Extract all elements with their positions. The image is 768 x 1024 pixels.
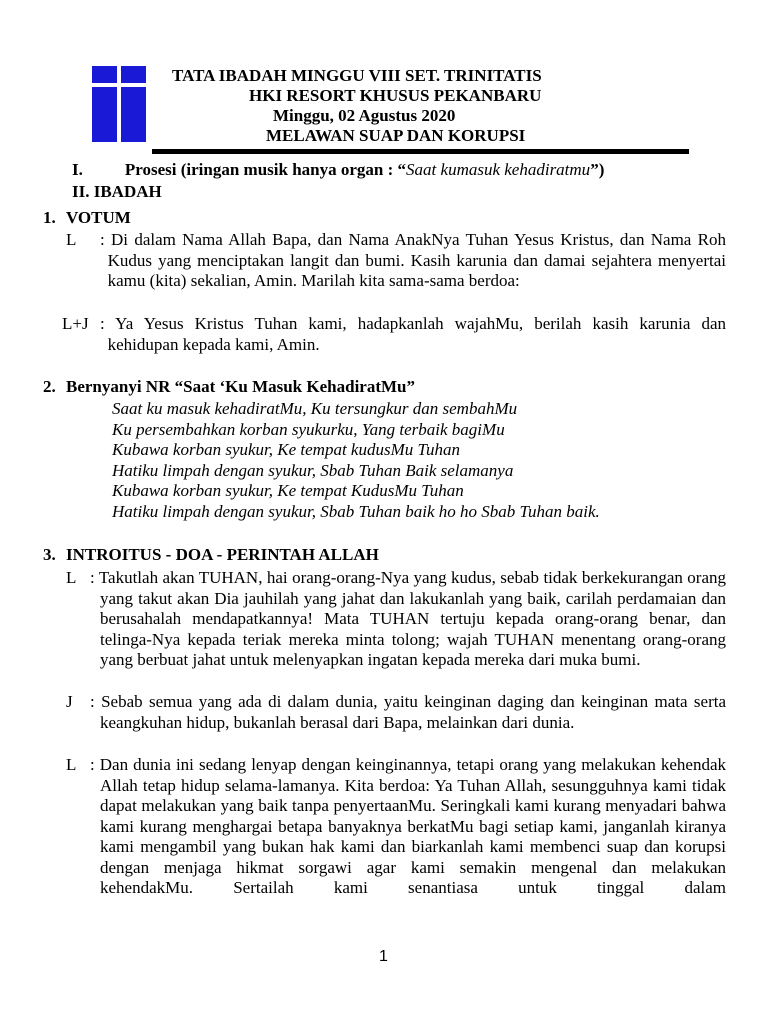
lyric-line: Kubawa korban syukur, Ke tempat kudusMu Tuhan	[112, 440, 461, 459]
bernyanyi-number: 2.	[43, 377, 56, 396]
lyric-line: Kubawa korban syukur, Ke tempat KudusMu Tuhan	[112, 481, 464, 500]
logo-block-top-right	[121, 66, 146, 83]
votum-lj-label: L+J	[62, 314, 89, 333]
document-header	[150, 66, 690, 146]
introitus-number: 3.	[43, 545, 56, 564]
introitus-p1-label: L	[66, 568, 77, 587]
song-lyrics	[112, 399, 732, 522]
prosesi-close: ”)	[590, 160, 605, 179]
logo-block-top-left	[92, 66, 117, 83]
introitus-p2-label: J	[66, 692, 73, 711]
header-date: Minggu, 02 Agustus 2020	[273, 106, 456, 125]
prosesi-song: Saat kumasuk kehadiratmu	[406, 160, 591, 179]
introitus-title: INTROITUS - DOA - PERINTAH ALLAH	[66, 545, 379, 564]
prosesi-number: I.	[72, 160, 83, 179]
votum-number: 1.	[43, 208, 56, 227]
introitus-p3-label: L	[66, 755, 77, 774]
page-number: 1	[379, 948, 388, 965]
church-logo	[91, 66, 147, 142]
header-church: HKI RESORT KHUSUS PEKANBARU	[249, 86, 542, 105]
introitus-p3-text: : Dan dunia ini sedang lenyap dengan keinginannya, tetapi orang yang melakukan kehendak Allah tetap hidup selama-lamanya. Kita berdoa: Ya Tuhan Allah, sesungguhnya kami tidak dapat melakukan yang baik tanpa penyertaanMu. Seringkali kami kurang menyadari bahwa kami kurang menghargai betapa banyaknya berkatMu bagi setiap kami, janganlah kiranya kami mengambil yang bukan hak kami dan biarkanlah kami membenci suap dan korupsi dengan menjaga hikmat sorgawi agar kami semakin mengenal dan melakukan kehendakMu. Sertailah kami senantiasa untuk tinggal dalam	[90, 755, 726, 897]
section-ibadah: II. IBADAH	[72, 182, 162, 201]
prosesi-label: Prosesi (iringan musik hanya organ : “	[124, 160, 407, 179]
header-theme: MELAWAN SUAP DAN KORUPSI	[266, 126, 526, 145]
votum-l-label: L	[66, 230, 77, 249]
lyric-line: Hatiku limpah dengan syukur, Sbab Tuhan Baik selamanya	[112, 460, 514, 480]
prosesi-line	[72, 160, 712, 181]
bernyanyi-title: Bernyanyi NR “Saat ‘Ku Masuk KehadiratMu”	[66, 377, 415, 396]
header-rule	[152, 149, 689, 154]
header-title: TATA IBADAH MINGGU VIII SET. TRINITATIS	[172, 66, 542, 85]
lyric-line: Saat ku masuk kehadiratMu, Ku tersungkur dan sembahMu	[112, 399, 518, 418]
votum-lj-text: : Ya Yesus Kristus Tuhan kami, hadapkanlah wajahMu, berilah kasih karunia dan kehidupan kepada kami, Amin.	[100, 314, 726, 354]
introitus-p1-text: : Takutlah akan TUHAN, hai orang-orang-Nya yang kudus, sebab tidak berkekurangan orang yang takut akan Dia jauhilah yang jahat dan lakukanlah yang baik, carilah perdamaian dan berusahalah mendapatkannya! Mata TUHAN tertuju kepada orang-orang benar, dan telinga-Nya kepada teriak mereka minta tolong; wajah TUHAN menentang orang-orang yang berbuat jahat untuk melenyapkan ingatan kepada mereka dari muka bumi.	[90, 568, 726, 669]
lyric-line: Ku persembahkan korban syukurku, Yang terbaik bagiMu	[112, 419, 505, 439]
votum-title: VOTUM	[66, 208, 131, 227]
votum-l-text: : Di dalam Nama Allah Bapa, dan Nama AnakNya Tuhan Yesus Kristus, dan Nama Roh Kudus yang menciptakan langit dan bumi. Kasih karunia dan damai sejahtera menyertai kamu (kita) sekalian, Amin. Marilah kita sama-sama berdoa:	[100, 230, 726, 290]
logo-block-bottom-right	[121, 87, 146, 142]
logo-block-bottom-left	[92, 87, 117, 142]
introitus-p2-text: : Sebab semua yang ada di dalam dunia, yaitu keinginan daging dan keinginan mata serta keangkuhan hidup, bukanlah berasal dari Bapa, melainkan dari dunia.	[90, 692, 726, 732]
lyric-line: Hatiku limpah dengan syukur, Sbab Tuhan baik ho ho Sbab Tuhan baik.	[112, 501, 600, 521]
